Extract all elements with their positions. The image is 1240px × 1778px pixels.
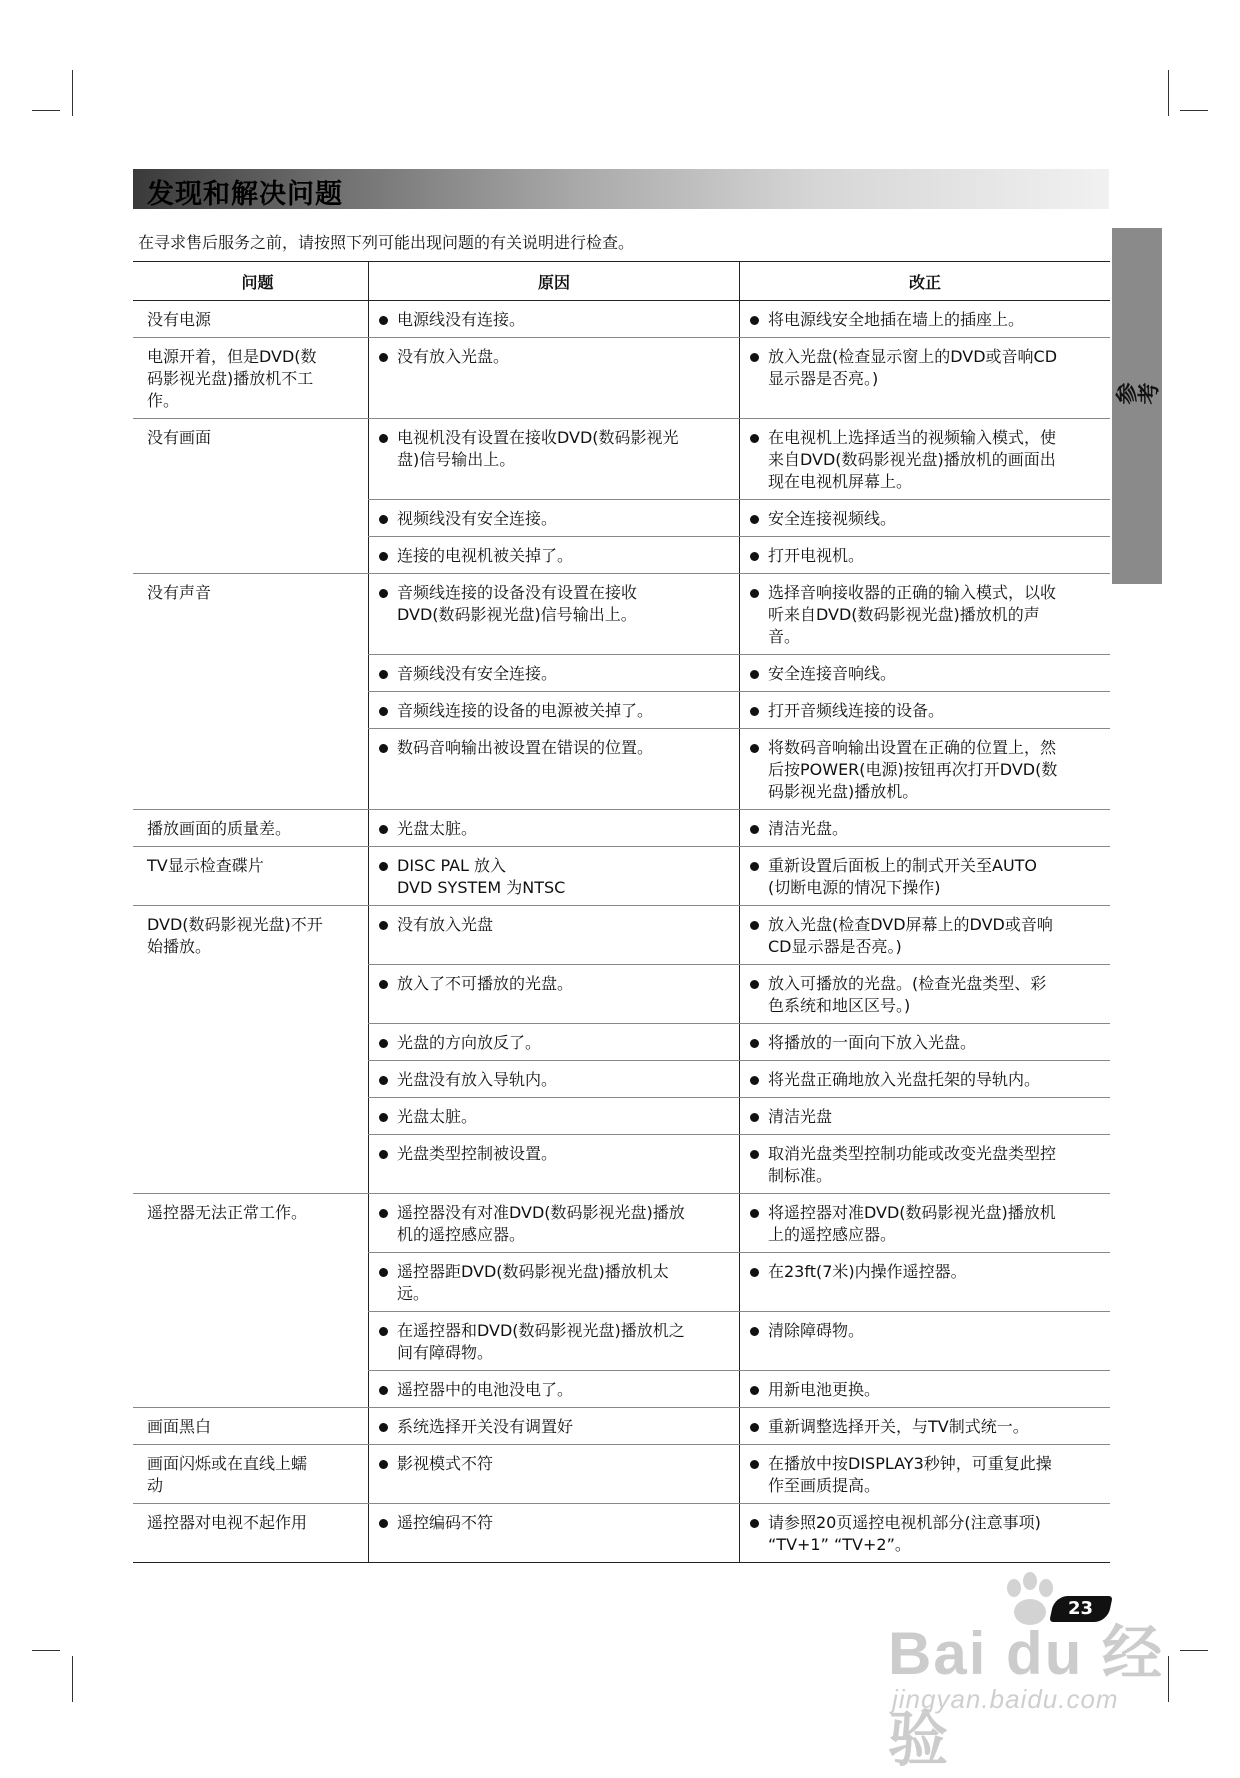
watermark-url: jingyan.baidu.com: [892, 1684, 1119, 1714]
problem-cell: [133, 906, 369, 1194]
fix-bullet-item: [748, 346, 1102, 390]
cause-bullet-item: [377, 973, 731, 995]
fix-text: 放入可播放的光盘。(检查光盘类型、彩 色系统和地区区号。): [768, 974, 1047, 1015]
bullet-icon: [750, 862, 759, 871]
cause-text: 放入了不可播放的光盘。: [397, 974, 574, 993]
problem-text: 画面黑白: [147, 1417, 212, 1436]
fix-bullet-item: [748, 1379, 1102, 1401]
cause-cell: [369, 338, 740, 419]
bullet-icon: [750, 1327, 759, 1336]
fix-bullet-item: [748, 973, 1102, 1017]
table-body: [133, 301, 1110, 1563]
problem-cell: [133, 338, 369, 419]
fix-text: 在播放中按DISPLAY3秒钟，可重复此操 作至画质提高。: [768, 1454, 1052, 1495]
cause-bullet-item: [377, 1143, 731, 1165]
fix-text: 将播放的一面向下放入光盘。: [768, 1033, 977, 1052]
bullet-icon: [750, 353, 759, 362]
fix-text: 安全连接音响线。: [768, 664, 897, 683]
cause-cell: [369, 1371, 740, 1408]
cause-bullet-item: [377, 737, 731, 759]
cause-text: 遥控器中的电池没电了。: [397, 1380, 574, 1399]
problem-text: 播放画面的质量差。: [147, 819, 292, 838]
fix-bullet-item: [748, 700, 1102, 722]
table-header-row: [133, 262, 1110, 301]
cause-text: 遥控器没有对准DVD(数码影视光盘)播放 机的遥控感应器。: [397, 1203, 685, 1244]
cause-text: 影视模式不符: [397, 1454, 494, 1473]
fix-cell: [740, 500, 1111, 537]
problem-text: 电源开着，但是DVD(数 码影视光盘)播放机不工 作。: [147, 347, 317, 410]
fix-cell: [740, 729, 1111, 810]
cause-bullet-item: [377, 309, 731, 331]
cause-text: 光盘没有放入导轨内。: [397, 1070, 558, 1089]
cause-cell: [369, 537, 740, 574]
fix-text: 将遥控器对准DVD(数码影视光盘)播放机 上的遥控感应器。: [768, 1203, 1056, 1244]
problem-cell: [133, 1504, 369, 1563]
fix-cell: [740, 906, 1111, 965]
problem-cell: [133, 1408, 369, 1445]
cause-bullet-item: [377, 914, 731, 936]
fix-bullet-item: [748, 1202, 1102, 1246]
fix-bullet-item: [748, 582, 1102, 648]
cause-bullet-item: [377, 663, 731, 685]
fix-cell: [740, 574, 1111, 655]
bullet-icon: [750, 515, 759, 524]
cause-bullet-item: [377, 582, 731, 626]
fix-bullet-item: [748, 1416, 1102, 1438]
table-row: [133, 847, 1110, 906]
fix-text: 清洁光盘。: [768, 819, 849, 838]
cause-text: 遥控编码不符: [397, 1513, 494, 1532]
bullet-icon: [379, 1327, 388, 1336]
bullet-icon: [379, 316, 388, 325]
cause-text: 数码音响输出被设置在错误的位置。: [397, 738, 654, 757]
bullet-icon: [379, 434, 388, 443]
fix-text: 安全连接视频线。: [768, 509, 897, 528]
fix-cell: [740, 1408, 1111, 1445]
cause-cell: [369, 847, 740, 906]
cause-bullet-item: [377, 855, 731, 899]
table-row: [133, 906, 1110, 965]
table-row: [133, 1408, 1110, 1445]
crop-mark: [72, 70, 73, 116]
problem-text: 没有电源: [147, 310, 212, 329]
cause-cell: [369, 1024, 740, 1061]
cause-bullet-item: [377, 818, 731, 840]
bullet-icon: [750, 1113, 759, 1122]
fix-bullet-item: [748, 737, 1102, 803]
fix-cell: [740, 847, 1111, 906]
problem-text: DVD(数码影视光盘)不开 始播放。: [147, 915, 323, 956]
bullet-icon: [379, 589, 388, 598]
cause-text: 音频线连接的设备没有设置在接收 DVD(数码影视光盘)信号输出上。: [397, 583, 638, 624]
fix-text: 将数码音响输出设置在正确的位置上，然 后按POWER(电源)按钮再次打开DVD(数 码影视光盘)播放机。: [768, 738, 1058, 801]
cause-cell: [369, 1312, 740, 1371]
cause-bullet-item: [377, 1416, 731, 1438]
bullet-icon: [750, 921, 759, 930]
fix-cell: [740, 655, 1111, 692]
bullet-icon: [750, 1209, 759, 1218]
bullet-icon: [379, 515, 388, 524]
troubleshooting-table: [133, 261, 1110, 1563]
fix-text: 清洁光盘: [768, 1107, 833, 1126]
problem-cell: [133, 1194, 369, 1408]
fix-cell: [740, 965, 1111, 1024]
bullet-icon: [750, 589, 759, 598]
bullet-icon: [750, 1150, 759, 1159]
cause-text: 没有放入光盘: [397, 915, 494, 934]
bullet-icon: [379, 1150, 388, 1159]
cause-cell: [369, 1253, 740, 1312]
bullet-icon: [379, 825, 388, 834]
side-tab: [1112, 228, 1162, 584]
bullet-icon: [750, 1076, 759, 1085]
fix-cell: [740, 1445, 1111, 1504]
bullet-icon: [750, 980, 759, 989]
bullet-icon: [379, 1386, 388, 1395]
fix-text: 放入光盘(检查DVD屏幕上的DVD或音响 CD显示器是否亮。): [768, 915, 1053, 956]
cause-bullet-item: [377, 1512, 731, 1534]
bullet-icon: [379, 707, 388, 716]
fix-text: 选择音响接收器的正确的输入模式，以收 听来自DVD(数码影视光盘)播放机的声 音。: [768, 583, 1057, 646]
table-row: [133, 1445, 1110, 1504]
cause-cell: [369, 1061, 740, 1098]
bullet-icon: [379, 1519, 388, 1528]
bullet-icon: [750, 552, 759, 561]
table-row: [133, 810, 1110, 847]
cause-text: 电源线没有连接。: [397, 310, 526, 329]
fix-text: 打开音频线连接的设备。: [768, 701, 945, 720]
cause-bullet-item: [377, 1069, 731, 1091]
fix-bullet-item: [748, 545, 1102, 567]
bullet-icon: [750, 707, 759, 716]
fix-cell: [740, 1098, 1111, 1135]
column-header-cause: 原因: [369, 262, 740, 301]
fix-text: 重新设置后面板上的制式开关至AUTO (切断电源的情况下操作): [768, 856, 1038, 897]
fix-cell: [740, 301, 1111, 338]
problem-text: 画面闪烁或在直线上蠕 动: [147, 1454, 308, 1495]
problem-cell: [133, 574, 369, 810]
bullet-icon: [379, 1460, 388, 1469]
crop-mark: [1168, 70, 1169, 116]
fix-cell: [740, 1135, 1111, 1194]
crop-mark: [1180, 110, 1208, 111]
fix-bullet-item: [748, 1032, 1102, 1054]
fix-cell: [740, 1504, 1111, 1563]
fix-text: 将电源线安全地插在墙上的插座上。: [768, 310, 1025, 329]
bullet-icon: [379, 1209, 388, 1218]
bullet-icon: [379, 1039, 388, 1048]
table-row: [133, 1194, 1110, 1253]
title-bar: [133, 169, 1109, 209]
bullet-icon: [750, 434, 759, 443]
fix-text: 将光盘正确地放入光盘托架的导轨内。: [768, 1070, 1041, 1089]
problem-text: 遥控器对电视不起作用: [147, 1513, 308, 1532]
fix-bullet-item: [748, 508, 1102, 530]
fix-bullet-item: [748, 1143, 1102, 1187]
side-tab-label: 参考: [1115, 383, 1159, 408]
bullet-icon: [379, 353, 388, 362]
cause-text: 光盘类型控制被设置。: [397, 1144, 558, 1163]
fix-text: 重新调整选择开关，与TV制式统一。: [768, 1417, 1029, 1436]
cause-bullet-item: [377, 700, 731, 722]
bullet-icon: [750, 1039, 759, 1048]
fix-text: 打开电视机。: [768, 546, 865, 565]
table-row: [133, 301, 1110, 338]
cause-bullet-item: [377, 1453, 731, 1475]
fix-text: 放入光盘(检查显示窗上的DVD或音响CD 显示器是否亮。): [768, 347, 1058, 388]
page-title: 发现和解决问题: [147, 179, 343, 210]
cause-cell: [369, 1194, 740, 1253]
fix-text: 取消光盘类型控制功能或改变光盘类型控 制标准。: [768, 1144, 1057, 1185]
cause-bullet-item: [377, 1032, 731, 1054]
cause-cell: [369, 419, 740, 500]
cause-cell: [369, 692, 740, 729]
cause-bullet-item: [377, 545, 731, 567]
fix-bullet-item: [748, 914, 1102, 958]
bullet-icon: [379, 552, 388, 561]
fix-cell: [740, 537, 1111, 574]
page-number: 23: [1068, 1598, 1094, 1619]
cause-text: 光盘的方向放反了。: [397, 1033, 542, 1052]
bullet-icon: [379, 1076, 388, 1085]
fix-cell: [740, 1253, 1111, 1312]
cause-bullet-item: [377, 427, 731, 471]
fix-bullet-item: [748, 663, 1102, 685]
bullet-icon: [379, 980, 388, 989]
fix-cell: [740, 1194, 1111, 1253]
cause-text: 连接的电视机被关掉了。: [397, 546, 574, 565]
cause-bullet-item: [377, 1202, 731, 1246]
problem-cell: [133, 810, 369, 847]
fix-bullet-item: [748, 855, 1102, 899]
cause-text: 光盘太脏。: [397, 1107, 478, 1126]
fix-bullet-item: [748, 309, 1102, 331]
fix-cell: [740, 338, 1111, 419]
column-header-problem: 问题: [133, 262, 369, 301]
table-row: [133, 338, 1110, 419]
cause-cell: [369, 729, 740, 810]
fix-cell: [740, 419, 1111, 500]
cause-bullet-item: [377, 508, 731, 530]
problem-cell: [133, 1445, 369, 1504]
intro-text: 在寻求售后服务之前，请按照下列可能出现问题的有关说明进行检查。: [138, 233, 635, 252]
fix-bullet-item: [748, 818, 1102, 840]
problem-cell: [133, 419, 369, 574]
bullet-icon: [750, 1423, 759, 1432]
fix-text: 用新电池更换。: [768, 1380, 881, 1399]
cause-text: 在遥控器和DVD(数码影视光盘)播放机之 间有障碍物。: [397, 1321, 685, 1362]
fix-cell: [740, 1312, 1111, 1371]
fix-text: 请参照20页遥控电视机部分(注意事项) “TV+1” “TV+2”。: [768, 1513, 1041, 1554]
problem-cell: [133, 301, 369, 338]
fix-text: 在23ft(7米)内操作遥控器。: [768, 1262, 967, 1281]
bullet-icon: [379, 921, 388, 930]
crop-mark: [32, 1650, 60, 1651]
bullet-icon: [750, 1460, 759, 1469]
fix-cell: [740, 1371, 1111, 1408]
table-row: [133, 574, 1110, 655]
watermark-logo: Bai du 经验: [888, 1620, 1165, 1773]
fix-bullet-item: [748, 1512, 1102, 1556]
cause-text: 遥控器距DVD(数码影视光盘)播放机太 远。: [397, 1262, 669, 1303]
cause-cell: [369, 1135, 740, 1194]
table-row: [133, 1504, 1110, 1563]
bullet-icon: [379, 1423, 388, 1432]
cause-cell: [369, 1504, 740, 1563]
cause-bullet-item: [377, 1320, 731, 1364]
bullet-icon: [750, 316, 759, 325]
cause-cell: [369, 1098, 740, 1135]
fix-bullet-item: [748, 427, 1102, 493]
table-row: [133, 419, 1110, 500]
fix-bullet-item: [748, 1069, 1102, 1091]
bullet-icon: [750, 1386, 759, 1395]
cause-cell: [369, 965, 740, 1024]
fix-cell: [740, 692, 1111, 729]
fix-cell: [740, 810, 1111, 847]
cause-bullet-item: [377, 1261, 731, 1305]
cause-cell: [369, 301, 740, 338]
bullet-icon: [379, 862, 388, 871]
bullet-icon: [750, 744, 759, 753]
bullet-icon: [379, 744, 388, 753]
cause-cell: [369, 810, 740, 847]
crop-mark: [72, 1656, 73, 1702]
problem-text: 没有画面: [147, 428, 212, 447]
cause-cell: [369, 1445, 740, 1504]
cause-cell: [369, 655, 740, 692]
bullet-icon: [750, 825, 759, 834]
cause-text: 光盘太脏。: [397, 819, 478, 838]
cause-bullet-item: [377, 1106, 731, 1128]
bullet-icon: [750, 670, 759, 679]
column-header-fix: 改正: [740, 262, 1111, 301]
fix-text: 在电视机上选择适当的视频输入模式，使 来自DVD(数码影视光盘)播放机的画面出 现在电视机屏幕上。: [768, 428, 1057, 491]
cause-cell: [369, 574, 740, 655]
fix-bullet-item: [748, 1320, 1102, 1342]
crop-mark: [32, 110, 60, 111]
cause-bullet-item: [377, 1379, 731, 1401]
cause-text: 音频线没有安全连接。: [397, 664, 558, 683]
bullet-icon: [750, 1519, 759, 1528]
bullet-icon: [750, 1268, 759, 1277]
problem-text: 没有声音: [147, 583, 212, 602]
problem-text: TV显示检查碟片: [147, 856, 264, 875]
problem-cell: [133, 847, 369, 906]
cause-text: 电视机没有设置在接收DVD(数码影视光 盘)信号输出上。: [397, 428, 679, 469]
bullet-icon: [379, 1113, 388, 1122]
fix-bullet-item: [748, 1261, 1102, 1283]
fix-bullet-item: [748, 1106, 1102, 1128]
fix-text: 清除障碍物。: [768, 1321, 865, 1340]
cause-cell: [369, 1408, 740, 1445]
cause-cell: [369, 906, 740, 965]
fix-cell: [740, 1024, 1111, 1061]
fix-bullet-item: [748, 1453, 1102, 1497]
bullet-icon: [379, 670, 388, 679]
fix-cell: [740, 1061, 1111, 1098]
cause-bullet-item: [377, 346, 731, 368]
cause-cell: [369, 500, 740, 537]
problem-text: 遥控器无法正常工作。: [147, 1203, 308, 1222]
cause-text: 系统选择开关没有调置好: [397, 1417, 574, 1436]
cause-text: DISC PAL 放入 DVD SYSTEM 为NTSC: [397, 856, 566, 897]
cause-text: 音频线连接的设备的电源被关掉了。: [397, 701, 654, 720]
bullet-icon: [379, 1268, 388, 1277]
cause-text: 视频线没有安全连接。: [397, 509, 558, 528]
cause-text: 没有放入光盘。: [397, 347, 510, 366]
